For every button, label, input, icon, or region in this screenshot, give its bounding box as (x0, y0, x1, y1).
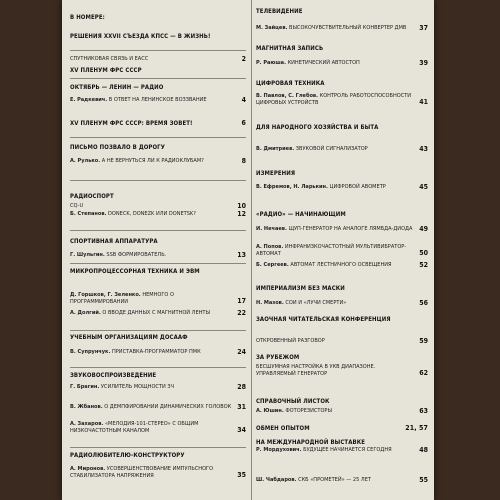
toc-entry (256, 408, 428, 415)
entry-author: А. Захаров. (70, 421, 104, 427)
entry-author: А. Попов. (256, 244, 284, 250)
heading-text: НА МЕЖДУНАРОДНОЙ ВЫСТАВКЕ (256, 439, 366, 446)
toc-entry (256, 184, 428, 191)
section-rule (70, 230, 246, 231)
toc-entry (70, 56, 246, 63)
page-number: 10 (237, 201, 246, 210)
section-heading (256, 8, 428, 15)
entry-title: НЕМНОГО О ПРОГРАММИРОВАНИИ (70, 292, 174, 305)
entry-title: О ВВОДЕ ДАННЫХ С МАГНИТНОЙ ЛЕНТЫ (102, 310, 210, 316)
entry-author: А. Долгий. (70, 310, 101, 316)
entry-author: Д. Горшков, Г. Зеленко. (70, 292, 141, 298)
page-number: 35 (237, 471, 246, 480)
entry-author: В. Павлов, С. Глебов. (256, 93, 319, 99)
heading-text: ЗВУКОВОСПРОИЗВЕДЕНИЕ (70, 372, 157, 379)
section-heading (70, 14, 246, 21)
entry-title: ФОТОРЕЗИСТОРЫ (285, 408, 332, 414)
entry-author: В. Ефремов, Н. Ларькин. (256, 184, 328, 190)
entry-title: АВТОМАТ ЛЕСТНИЧНОГО ОСВЕЩЕНИЯ (290, 262, 392, 268)
left-column (70, 0, 246, 500)
toc-entry (256, 244, 428, 257)
entry-author: В. Жбанов. (70, 404, 103, 410)
toc-entry (70, 421, 246, 434)
page-number: 21, 57 (405, 424, 428, 432)
section-heading (256, 124, 428, 131)
section-heading (256, 425, 428, 432)
entry-author: Б. Степанов. (70, 211, 107, 217)
entry-title: ЩУП-ГЕНЕРАТОР НА АНАЛОГЕ ЛЯМБДА-ДИОДА (288, 226, 413, 232)
heading-text: ОБМЕН ОПЫТОМ (256, 425, 310, 432)
section-heading (70, 84, 246, 91)
entry-author: Ш. Чабдаров. (256, 477, 297, 483)
toc-entry (70, 404, 246, 411)
entry-title: ЗВУКОВОЙ СИГНАЛИЗАТОР (295, 146, 368, 152)
toc-entry (70, 158, 246, 165)
toc-entry (70, 97, 246, 104)
page-number: 4 (241, 95, 246, 104)
heading-text: МАГНИТНАЯ ЗАПИСЬ (256, 45, 324, 52)
entry-title: ОТКРОВЕННЫЙ РАЗГОВОР (256, 338, 325, 344)
entry-title: БУДУЩЕЕ НАЧИНАЕТСЯ СЕГОДНЯ (303, 447, 392, 453)
section-heading (70, 33, 246, 40)
page-number: 31 (237, 402, 246, 411)
heading-text: ТЕЛЕВИДЕНИЕ (256, 8, 303, 15)
section-heading (256, 398, 428, 405)
page-number: 39 (419, 58, 428, 67)
entry-author: Г. Брагин. (70, 384, 100, 390)
page-number: 48 (419, 445, 428, 454)
heading-text: РАДИОСПОРТ (70, 193, 114, 200)
section-heading (70, 193, 246, 200)
heading-text: ЦИФРОВАЯ ТЕХНИКА (256, 80, 325, 87)
toc-entry (70, 384, 246, 391)
entry-author: Р. Раюша. (256, 60, 286, 66)
heading-text: XV ПЛЕНУМ ФРС СССР (70, 67, 142, 74)
heading-text: СПРАВОЧНЫЙ ЛИСТОК (256, 398, 330, 405)
section-heading (256, 285, 428, 292)
entry-title: СПУТНИКОВАЯ СВЯЗЬ И ЕАСС (70, 56, 149, 62)
page-number: 28 (237, 382, 246, 391)
entry-title: DONECK, DONEZK ИЛИ DONETSK? (108, 211, 196, 217)
section-rule (70, 447, 246, 448)
heading-text: РЕШЕНИЯ XXVII СЪЕЗДА КПСС — В ЖИЗНЬ! (70, 33, 211, 40)
entry-author: Е. Радкевич. (70, 97, 108, 103)
section-rule (70, 137, 246, 138)
entry-title: ЦИФРОВОЙ АВОМЕТР (329, 184, 386, 190)
heading-text: ДЛЯ НАРОДНОГО ХОЗЯЙСТВА И БЫТА (256, 124, 379, 131)
section-heading (70, 268, 246, 275)
entry-author: А. Юшин. (256, 408, 284, 414)
toc-entry (70, 292, 246, 305)
toc-entry (256, 338, 428, 345)
page-number: 2 (241, 54, 246, 63)
section-heading (256, 439, 428, 446)
entry-author: Г. Шульгин. (70, 252, 105, 258)
entry-title: ПРИСТАВКА-ПРОГРАММАТОР ПМК (111, 349, 201, 355)
entry-title: СКБ «ПРОМЕТЕЙ» — 25 ЛЕТ (298, 477, 371, 483)
entry-author: М. Зайцев. (256, 25, 288, 31)
section-heading (256, 354, 428, 361)
toc-entry (256, 477, 428, 484)
entry-title: SSB ФОРМИРОВАТЕЛЬ. (106, 252, 167, 258)
section-rule (70, 330, 246, 331)
page-number: 50 (419, 249, 428, 258)
toc-entry (70, 211, 246, 218)
magazine-contents-page (62, 0, 434, 500)
section-heading (70, 334, 246, 341)
toc-entry (256, 447, 428, 454)
heading-text: СПОРТИВНАЯ АППАРАТУРА (70, 238, 158, 245)
entry-title: УСОВЕРШЕНСТВОВАНИЕ ИМПУЛЬСНОГО СТАБИЛИЗАТОРА НАПРЯЖЕНИЯ (70, 466, 214, 479)
section-heading (256, 170, 428, 177)
entry-author: В. Дмитриев. (256, 146, 295, 152)
entry-title: БЕСШУМНАЯ НАСТРОЙКА В УКВ ДИАПАЗОНЕ. УПРАВЛЯЕМЫЙ ГЕНЕРАТОР (256, 364, 376, 377)
toc-entry (70, 252, 246, 259)
toc-entry (256, 146, 428, 153)
page-number: 59 (419, 336, 428, 345)
heading-text: МИКРОПРОЦЕССОРНАЯ ТЕХНИКА И ЭВМ (70, 268, 200, 275)
entry-author: Н. Мазов. (256, 300, 284, 306)
page-number: 12 (237, 209, 246, 218)
section-heading (70, 144, 246, 151)
entry-title: А НЕ ВЕРНУТЬСЯ ЛИ К РАДИОКЛУБАМ? (101, 158, 204, 164)
entry-author: Б. Сергеев. (256, 262, 289, 268)
entry-title: CQ-U (70, 203, 84, 209)
toc-entry (256, 93, 428, 106)
entry-author: А. Рулько. (70, 158, 101, 164)
page-number: 41 (419, 98, 428, 107)
page-number: 37 (419, 23, 428, 32)
entry-title: О ДЕМПФИРОВАНИИ ДИНАМИЧЕСКИХ ГОЛОВОК (104, 404, 232, 410)
section-rule (70, 78, 246, 79)
toc-entry (256, 60, 428, 67)
page-number: 34 (237, 426, 246, 435)
toc-entry (70, 466, 246, 479)
heading-text: ЗА РУБЕЖОМ (256, 354, 300, 361)
entry-author: В. Супрунчук. (70, 349, 111, 355)
section-rule (70, 367, 246, 368)
toc-entry (256, 25, 428, 32)
entry-author: Р. Мордухович. (256, 447, 302, 453)
page-number: 56 (419, 298, 428, 307)
page-number: 43 (419, 144, 428, 153)
right-column (256, 0, 428, 500)
column-divider (251, 0, 252, 500)
entry-title: УСИЛИТЕЛЬ МОЩНОСТИ ЗЧ (100, 384, 175, 390)
heading-text: XV ПЛЕНУМ ФРС СССР: ВРЕМЯ ЗОВЕТ! (70, 120, 193, 127)
section-heading (256, 316, 428, 323)
toc-entry (256, 300, 428, 307)
section-rule (70, 50, 246, 51)
entry-author: А. Миронов. (70, 466, 106, 472)
section-heading (70, 238, 246, 245)
heading-text: ОКТЯБРЬ — ЛЕНИН — РАДИО (70, 84, 164, 91)
heading-text: ИЗМЕРЕНИЯ (256, 170, 296, 177)
entry-author: И. Нечаев. (256, 226, 287, 232)
entry-title: СОИ И «ЛУЧИ СМЕРТИ» (285, 300, 347, 306)
toc-entry (256, 226, 428, 233)
heading-text: РАДИОЛЮБИТЕЛЮ-КОНСТРУКТОРУ (70, 452, 185, 459)
page-number: 13 (237, 250, 246, 259)
entry-title: «МЕЛОДИЯ-101-СТЕРЕО» С ОБЩИМ НИЗКОЧАСТОТНЫМ КАНАЛОМ (70, 421, 199, 434)
section-heading (70, 67, 246, 74)
heading-text: УЧЕБНЫМ ОРГАНИЗАЦИЯМ ДОСААФ (70, 334, 188, 341)
page-number: 62 (419, 369, 428, 378)
section-heading (256, 211, 428, 218)
page-number: 6 (241, 119, 246, 127)
page-number: 24 (237, 347, 246, 356)
toc-entry (70, 203, 246, 210)
section-heading (256, 45, 428, 52)
heading-text: В НОМЕРЕ: (70, 14, 105, 21)
entry-title: ВЫСОКОЧУВСТВИТЕЛЬНЫЙ КОНВЕРТЕР ДМВ (289, 25, 407, 31)
page-number: 63 (419, 406, 428, 415)
heading-text: ИМПЕРИАЛИЗМ БЕЗ МАСКИ (256, 285, 345, 292)
page-number: 17 (237, 297, 246, 306)
section-heading (70, 372, 246, 379)
page-number: 22 (237, 308, 246, 317)
page-number: 52 (419, 260, 428, 269)
section-heading (256, 80, 428, 87)
heading-text: ПИСЬМО ПОЗВАЛО В ДОРОГУ (70, 144, 165, 151)
toc-entry (256, 262, 428, 269)
entry-title: ИНФРАНИЗКОЧАСТОТНЫЙ МУЛЬТИВИБРАТОР-АВТОМАТ (256, 244, 407, 257)
toc-entry (70, 349, 246, 356)
section-heading (70, 120, 246, 127)
page-number: 55 (419, 475, 428, 484)
entry-title: КИНЕТИЧЕСКИЙ АВТОСТОП (287, 60, 360, 66)
entry-title: В ОТВЕТ НА ЛЕНИНСКОЕ ВОЗЗВАНИЕ (108, 97, 207, 103)
toc-entry (70, 310, 246, 317)
page-number: 49 (419, 224, 428, 233)
heading-text: «РАДИО» — НАЧИНАЮЩИМ (256, 211, 346, 218)
section-rule (70, 263, 246, 264)
section-heading (70, 452, 246, 459)
toc-entry (256, 364, 428, 377)
heading-text: ЗАОЧНАЯ ЧИТАТЕЛЬСКАЯ КОНФЕРЕНЦИЯ (256, 316, 391, 323)
section-rule (70, 180, 246, 181)
page-number: 8 (241, 156, 246, 165)
page-number: 45 (419, 182, 428, 191)
entry-title: КОНТРОЛЬ РАБОТОСПОСОБНОСТИ ЦИФРОВЫХ УСТРОЙСТВ (256, 93, 412, 106)
